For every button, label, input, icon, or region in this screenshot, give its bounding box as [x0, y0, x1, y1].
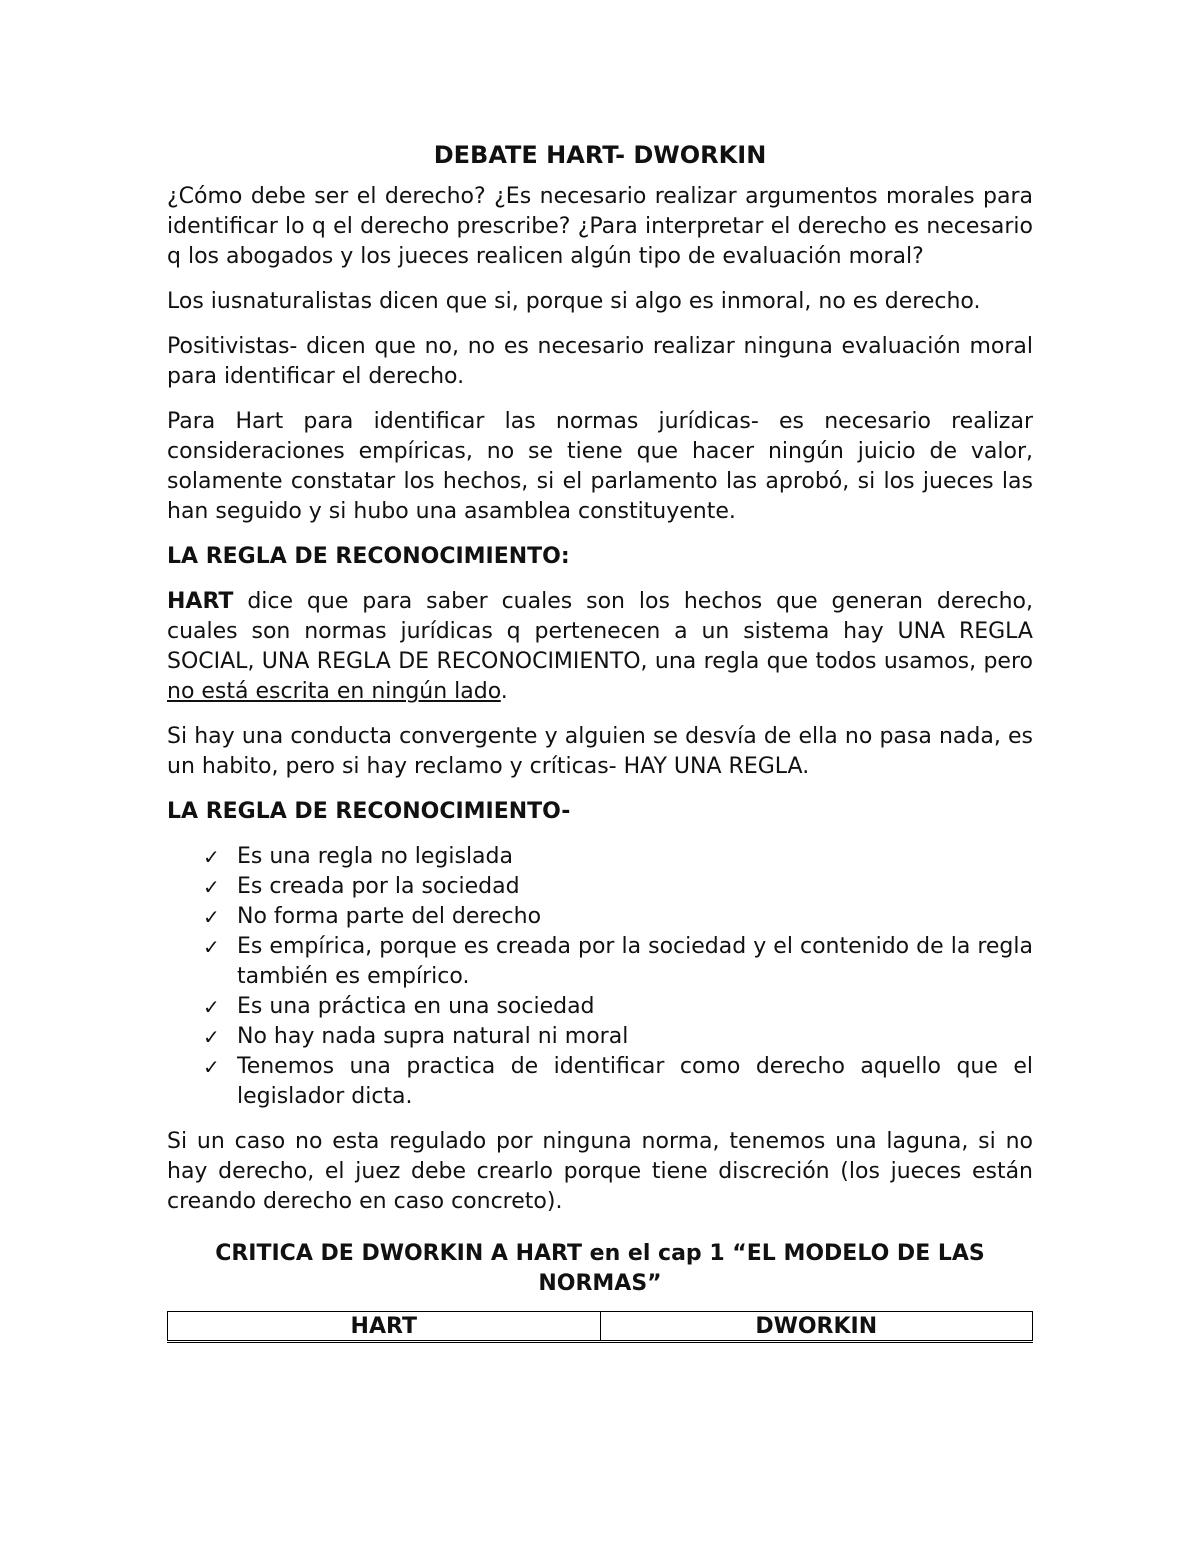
checklist-item-text: No hay nada supra natural ni moral — [237, 1024, 629, 1049]
checklist-item-text: Es una regla no legislada — [237, 844, 513, 869]
positivistas-paragraph: Positivistas- dicen que no, no es necesario realizar ninguna evaluación moral para identificar el derecho. — [167, 334, 1033, 389]
check-mark-icon: ✓ — [203, 935, 220, 959]
checklist-item — [167, 992, 1033, 1022]
checklist-item-text: Es empírica, porque es creada por la sociedad y el contenido de la regla también es empírico. — [237, 934, 1033, 989]
regla-text: dice que para saber cuales son los hechos que generan derecho, cuales son normas jurídicas q pertenecen a un sistema hay UNA REGLA SOCIAL, UNA REGLA DE RECONOCIMIENTO, una regla que todos usamos, pero — [167, 589, 1033, 674]
section-heading-regla-list: LA REGLA DE RECONOCIMIENTO- — [167, 799, 571, 824]
checklist-item — [167, 872, 1033, 902]
intro-paragraph: ¿Cómo debe ser el derecho? ¿Es necesario realizar argumentos morales para identificar lo q el derecho prescribe? ¿Para interpretar el derecho es necesario q los abogados y los jueces realicen algún tipo de evaluación moral? — [167, 184, 1033, 269]
conducta-paragraph: Si hay una conducta convergente y alguien se desvía de ella no pasa nada, es un habito, pero si hay reclamo y críticas- HAY UNA REGLA. — [167, 724, 1033, 779]
table-header-row — [168, 1312, 1033, 1342]
regla-paragraph — [167, 587, 1033, 707]
iusnaturalistas-paragraph: Los iusnaturalistas dicen que si, porque si algo es inmoral, no es derecho. — [167, 289, 981, 314]
section-heading-regla: LA REGLA DE RECONOCIMIENTO: — [167, 544, 570, 569]
checklist-item-text: Es creada por la sociedad — [237, 874, 520, 899]
check-mark-icon: ✓ — [203, 995, 220, 1019]
regla-end: . — [500, 679, 508, 704]
checklist-item-text: No forma parte del derecho — [237, 904, 542, 929]
checklist-item — [167, 1022, 1033, 1052]
checklist-item — [167, 842, 1033, 872]
checklist — [167, 842, 1033, 1112]
document-page — [167, 138, 1033, 1343]
document-title: DEBATE HART- DWORKIN — [433, 141, 767, 169]
checklist-item — [167, 902, 1033, 932]
hart-bold-label: HART — [167, 589, 234, 614]
check-mark-icon: ✓ — [203, 1055, 220, 1079]
checklist-item-text: Es una práctica en una sociedad — [237, 994, 595, 1019]
check-mark-icon: ✓ — [203, 845, 220, 869]
laguna-paragraph: Si un caso no esta regulado por ninguna norma, tenemos una laguna, si no hay derecho, el juez debe crearlo porque tiene discreción (los jueces están creando derecho en caso concreto). — [167, 1129, 1033, 1214]
checklist-item — [167, 932, 1033, 992]
underlined-phrase: no está escrita en ningún lado — [167, 679, 501, 704]
table-header-hart: HART — [168, 1312, 601, 1342]
table-header-dworkin: DWORKIN — [600, 1312, 1033, 1342]
check-mark-icon: ✓ — [203, 1025, 220, 1049]
check-mark-icon: ✓ — [203, 905, 220, 929]
check-mark-icon: ✓ — [203, 875, 220, 899]
checklist-item-text: Tenemos una practica de identificar como derecho aquello que el legislador dicta. — [237, 1054, 1033, 1109]
comparison-table — [167, 1311, 1033, 1343]
hart-paragraph: Para Hart para identificar las normas jurídicas- es necesario realizar consideraciones empíricas, no se tiene que hacer ningún juicio de valor, solamente constatar los hechos, si el parlamento las aprobó, si los jueces las han seguido y si hubo una asamblea constituyente. — [167, 409, 1033, 524]
critica-title: CRITICA DE DWORKIN A HART en el cap 1 “EL MODELO DE LAS NORMAS” — [215, 1241, 985, 1296]
checklist-item — [167, 1052, 1033, 1112]
